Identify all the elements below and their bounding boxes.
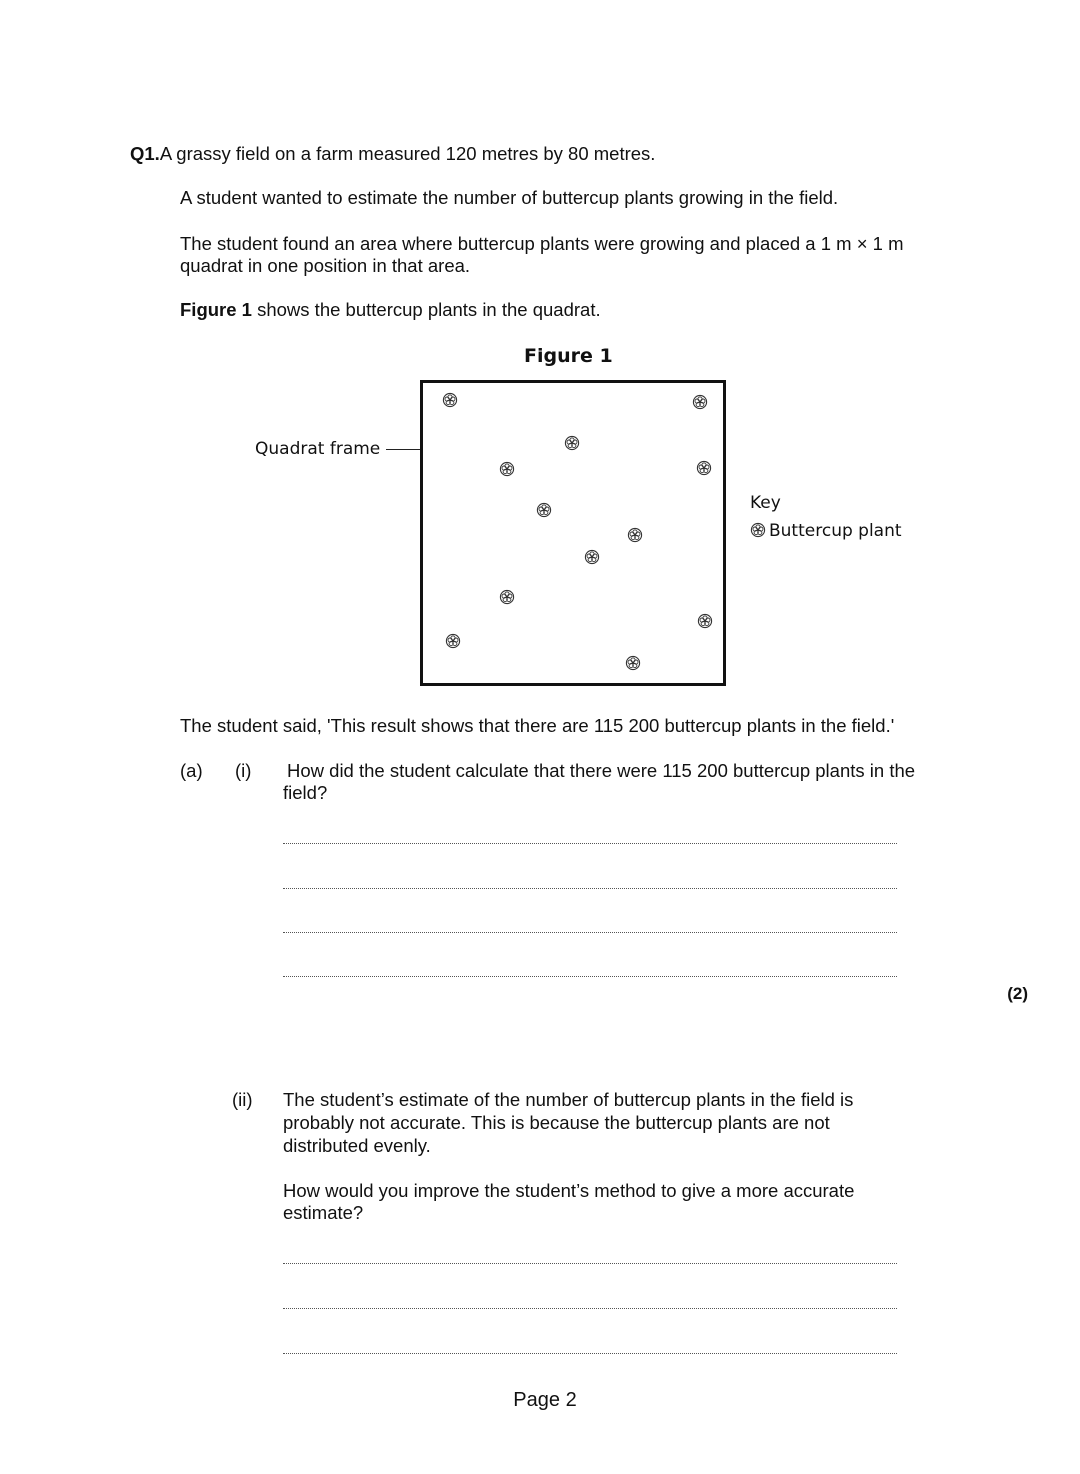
buttercup-plant-icon — [697, 613, 713, 629]
student-statement: The student said, 'This result shows that there are 115 200 buttercup plants in the field.' — [180, 715, 895, 736]
buttercup-plant-icon — [584, 549, 600, 565]
context-paragraph-2-line-2: quadrat in one position in that area. — [180, 255, 471, 276]
quadrat-frame-label: Quadrat frame — [255, 439, 381, 459]
page-number: Page 2 — [513, 1389, 577, 1411]
part-a-ii-prompt-line-2: estimate? — [283, 1202, 364, 1223]
part-a-ii-label: (ii) — [232, 1089, 253, 1110]
figure-reference — [180, 298, 601, 321]
part-a-i-text-line-2: field? — [283, 782, 328, 803]
answer-line[interactable] — [283, 1263, 897, 1264]
part-a-i-label: (i) — [235, 760, 252, 781]
part-a-ii-text-line-2: probably not accurate. This is because the buttercup plants are not — [283, 1112, 830, 1133]
answer-line[interactable] — [283, 1353, 897, 1354]
part-a-label: (a) — [180, 760, 203, 781]
part-a-ii-prompt-line-1: How would you improve the student’s method to give a more accurate — [283, 1180, 855, 1201]
buttercup-plant-icon — [627, 527, 643, 543]
part-a-i-text-line-1: How did the student calculate that there were 115 200 buttercup plants in the — [287, 760, 916, 781]
question-intro-text: A grassy field on a farm measured 120 metres by 80 metres. — [159, 143, 656, 164]
part-a-ii-text-line-1: The student’s estimate of the number of buttercup plants in the field is — [283, 1089, 854, 1110]
buttercup-plant-icon — [442, 392, 458, 408]
answer-line[interactable] — [283, 932, 897, 933]
buttercup-plant-icon — [692, 394, 708, 410]
key-item — [750, 521, 902, 541]
context-paragraph-1: A student wanted to estimate the number of buttercup plants growing in the field. — [180, 187, 839, 208]
buttercup-plant-icon — [564, 435, 580, 451]
buttercup-plant-icon — [536, 502, 552, 518]
buttercup-plant-icon — [499, 589, 515, 605]
quadrat-frame — [420, 380, 726, 686]
marks-indicator: (2) — [1007, 984, 1028, 1003]
key-title: Key — [750, 493, 781, 513]
question-intro — [130, 142, 655, 165]
answer-line[interactable] — [283, 976, 897, 977]
key-item-label: Buttercup plant — [769, 521, 902, 541]
quadrat-label-pointer-line — [386, 449, 420, 450]
figure-reference-bold: Figure 1 — [180, 299, 252, 320]
buttercup-plant-icon — [445, 633, 461, 649]
buttercup-plant-icon — [750, 522, 766, 538]
figure-reference-text: shows the buttercup plants in the quadrat. — [251, 299, 601, 320]
buttercup-plant-icon — [499, 461, 515, 477]
context-paragraph-2-line-1: The student found an area where buttercup plants were growing and placed a 1 m × 1 m — [180, 233, 904, 254]
buttercup-plant-icon — [625, 655, 641, 671]
figure-title: Figure 1 — [524, 345, 613, 367]
question-number: Q1. — [130, 143, 160, 164]
answer-line[interactable] — [283, 1308, 897, 1309]
buttercup-plant-icon — [696, 460, 712, 476]
part-a-ii-text-line-3: distributed evenly. — [283, 1135, 431, 1156]
answer-line[interactable] — [283, 888, 897, 889]
answer-line[interactable] — [283, 843, 897, 844]
